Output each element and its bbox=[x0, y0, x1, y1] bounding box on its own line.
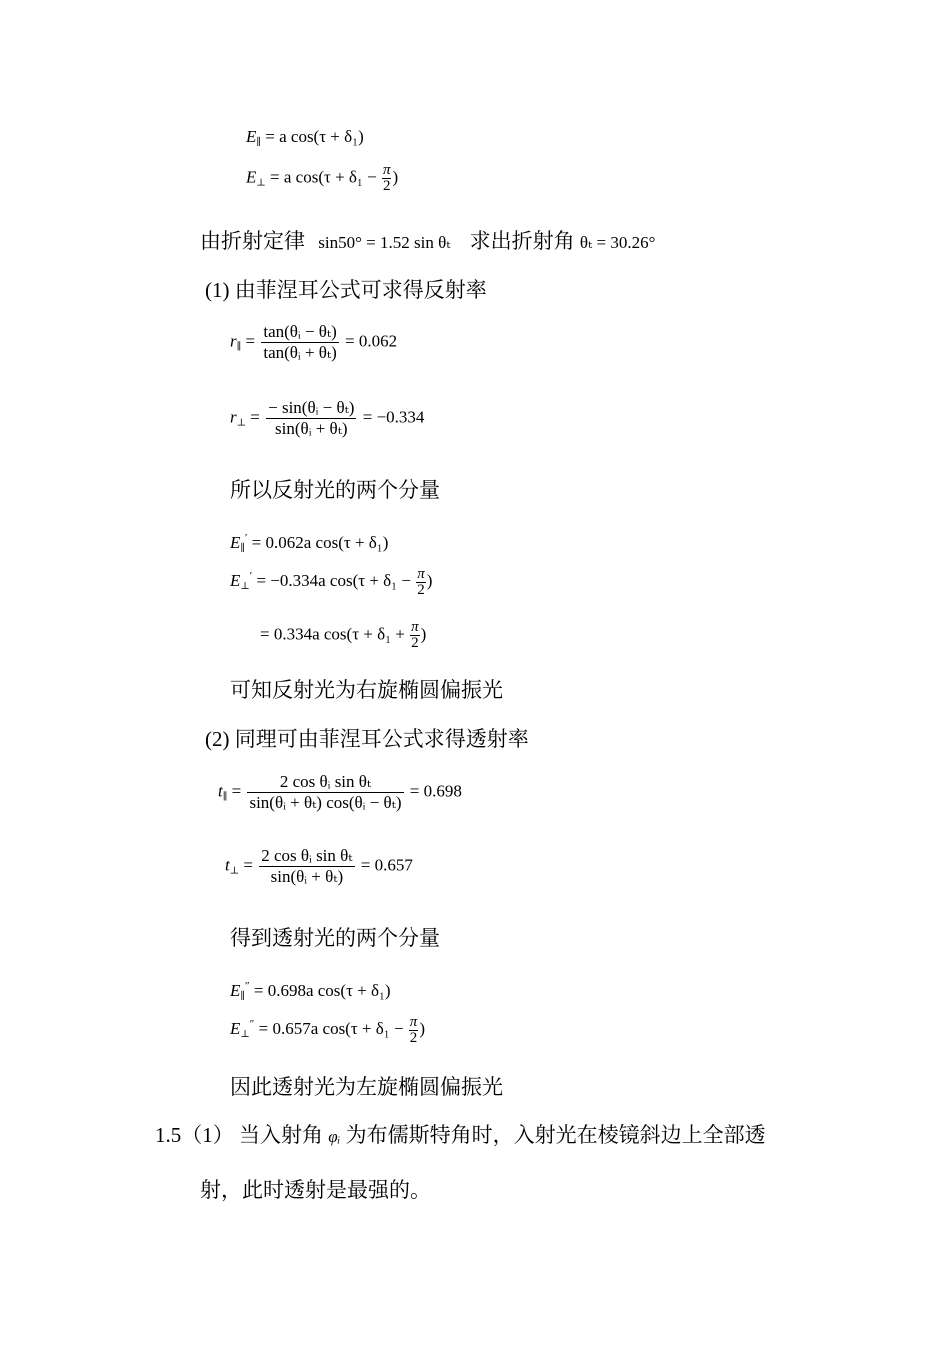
transmitted-intro: 得到透射光的两个分量 bbox=[230, 926, 440, 950]
symbol-e: E bbox=[246, 127, 257, 146]
fraction-pi-over-two: $\frac{\pi}{2}$ bbox=[409, 1013, 418, 1046]
equation-rhs: = −0.334a cos(τ + δ₁ − bbox=[256, 571, 411, 590]
fraction: $\frac{\text{− sin(θᵢ − θₜ)}}{\text{sin(θᵢ + θₜ)}}$ bbox=[268, 398, 355, 438]
symbol-e: E bbox=[246, 167, 257, 187]
text: 求出折射角 bbox=[469, 229, 575, 253]
refraction-angle: θₜ = 30.26° bbox=[579, 233, 656, 252]
value: = 0.698 bbox=[409, 781, 462, 801]
part2-heading: (2) 同理可由菲涅耳公式求得透射率 bbox=[205, 727, 529, 751]
equation-rhs: = a cos(τ + δ₁ − bbox=[270, 167, 377, 187]
equation-e1-perpendicular: $E_\perp' = -0.334a$ cos(τ + δ₁ − $\frac{\pi}{2}$ ) bbox=[230, 565, 433, 598]
equation-rhs: = 0.657a cos(τ + δ₁ − bbox=[258, 1019, 404, 1038]
text: 1.5（1） 当入射角 bbox=[155, 1123, 323, 1147]
equation-rhs: = 0.334a cos(τ + δ₁ + bbox=[260, 624, 405, 644]
equation-e-parallel: $E_\parallel = a$ cos(τ + δ₁) bbox=[246, 127, 364, 148]
equation-e2-perpendicular: $E_\perp'' = 0.657a$ cos(τ + δ₁ − $\frac{\pi}{2}$ ) bbox=[230, 1013, 425, 1046]
equation-e-perpendicular: $E_\perp = a$ cos(τ + δ₁ − $\frac{\pi}{2}$ ) bbox=[246, 162, 399, 194]
value: = −0.334 bbox=[362, 407, 425, 427]
equation-e1-perpendicular-continued: = 0.334a cos(τ + δ₁ + $\frac{\pi}{2}$ ) bbox=[260, 619, 427, 651]
transmitted-conclusion: 因此透射光为左旋椭圆偏振光 bbox=[230, 1075, 503, 1099]
equation-rhs: = 0.062a cos(τ + δ₁) bbox=[251, 533, 389, 552]
equation-r-parallel: $r_\parallel$ = $\frac{\text{tan(θᵢ − θₜ)}}{\text{tan(θᵢ + θₜ)}}$ = 0.062 bbox=[230, 322, 398, 362]
equation-t-parallel: $t_\parallel$ = $\frac{\text{2 cos θᵢ sin θₜ}}{\text{sin(θᵢ + θₜ) cos(θᵢ − θₜ)}}$ = 0.698 bbox=[218, 772, 462, 812]
fraction-pi-over-two: $\frac{\pi}{2}$ bbox=[382, 162, 391, 194]
value: = 0.657 bbox=[360, 855, 413, 875]
fraction: $\frac{\text{2 cos θᵢ sin θₜ}}{\text{sin(θᵢ + θₜ) cos(θᵢ − θₜ)}}$ bbox=[249, 772, 402, 812]
value: = 0.062 bbox=[345, 331, 398, 351]
fraction: $\frac{\text{2 cos θᵢ sin θₜ}}{\text{sin(θᵢ + θₜ)}}$ bbox=[261, 846, 353, 886]
equation-e2-parallel: $E_\parallel'' = 0.698a$ cos(τ + δ₁) bbox=[230, 980, 391, 1002]
reflected-conclusion: 可知反射光为右旋椭圆偏振光 bbox=[230, 678, 503, 702]
incidence-angle-symbol: φᵢ bbox=[328, 1127, 341, 1146]
equation-t-perpendicular: $t_\perp$ = $\frac{\text{2 cos θᵢ sin θₜ}}{\text{sin(θᵢ + θₜ)}}$ = 0.657 bbox=[225, 846, 413, 886]
text: 为布儒斯特角时，入射光在棱镜斜边上全部透 bbox=[345, 1123, 766, 1147]
text: 由折射定律 bbox=[200, 229, 305, 253]
snell-equation: sin50° = 1.52 sin θₜ bbox=[318, 233, 451, 252]
equation-rhs: = a cos(τ + δ₁) bbox=[265, 127, 364, 146]
part1-heading: (1) 由菲涅耳公式可求得反射率 bbox=[205, 278, 487, 302]
equation-rhs: = 0.698a cos(τ + δ₁) bbox=[253, 981, 391, 1000]
fraction-pi-over-two: $\frac{\pi}{2}$ bbox=[417, 565, 425, 598]
refraction-law-line bbox=[200, 228, 655, 254]
fraction-pi-over-two: $\frac{\pi}{2}$ bbox=[411, 619, 419, 651]
problem-1-5-line1 bbox=[155, 1122, 766, 1148]
problem-1-5-line2: 射，此时透射是最强的。 bbox=[200, 1178, 431, 1202]
reflected-intro: 所以反射光的两个分量 bbox=[230, 478, 440, 502]
equation-e1-parallel: $E_\parallel' = 0.062a$ cos(τ + δ₁) bbox=[230, 532, 389, 554]
fraction: $\frac{\text{tan(θᵢ − θₜ)}}{\text{tan(θᵢ + θₜ)}}$ bbox=[263, 322, 337, 362]
equation-r-perpendicular: $r_\perp$ = $\frac{\text{− sin(θᵢ − θₜ)}}{\text{sin(θᵢ + θₜ)}}$ = −0.334 bbox=[230, 398, 425, 438]
